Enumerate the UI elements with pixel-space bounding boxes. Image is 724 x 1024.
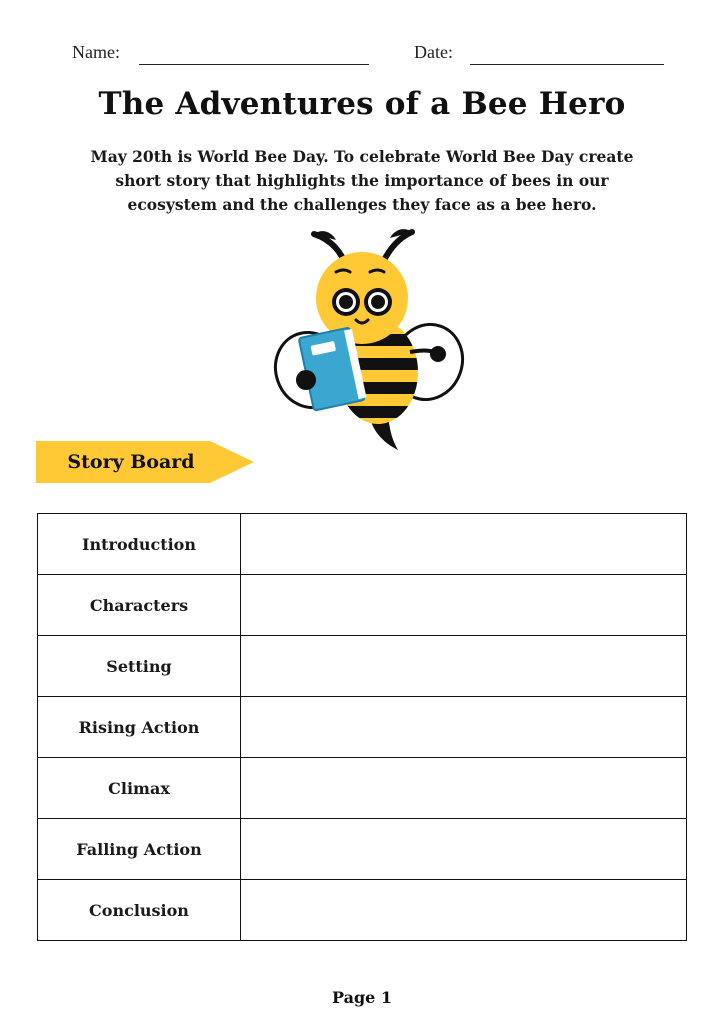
intro-text: May 20th is World Bee Day. To celebrate World Bee Day create short story that highlights the importance of bees in our ecosystem and the challenges they face as a bee hero. <box>90 147 634 214</box>
writing-cell[interactable] <box>241 819 687 880</box>
bee-reading-book-icon <box>270 222 470 454</box>
table-row <box>38 758 687 819</box>
page-title: The Adventures of a Bee Hero <box>98 86 626 122</box>
row-label: Rising Action <box>38 697 241 758</box>
name-label: Name: <box>72 42 120 62</box>
row-label: Characters <box>38 575 241 636</box>
date-field[interactable] <box>470 64 664 65</box>
name-field[interactable] <box>139 64 369 65</box>
table-row <box>38 880 687 941</box>
story-board-table <box>37 513 687 941</box>
writing-cell[interactable] <box>241 758 687 819</box>
writing-cell[interactable] <box>241 697 687 758</box>
row-label: Introduction <box>38 514 241 575</box>
row-label: Setting <box>38 636 241 697</box>
page-number: Page 1 <box>331 988 393 1007</box>
table-row <box>38 697 687 758</box>
writing-cell[interactable] <box>241 880 687 941</box>
table-row <box>38 636 687 697</box>
row-label: Falling Action <box>38 819 241 880</box>
table-row <box>38 819 687 880</box>
writing-cell[interactable] <box>241 514 687 575</box>
writing-cell[interactable] <box>241 575 687 636</box>
table-row <box>38 575 687 636</box>
date-label: Date: <box>414 42 453 62</box>
row-label: Conclusion <box>38 880 241 941</box>
story-board-label: Story Board <box>67 451 195 473</box>
writing-cell[interactable] <box>241 636 687 697</box>
row-label: Climax <box>38 758 241 819</box>
table-row <box>38 514 687 575</box>
